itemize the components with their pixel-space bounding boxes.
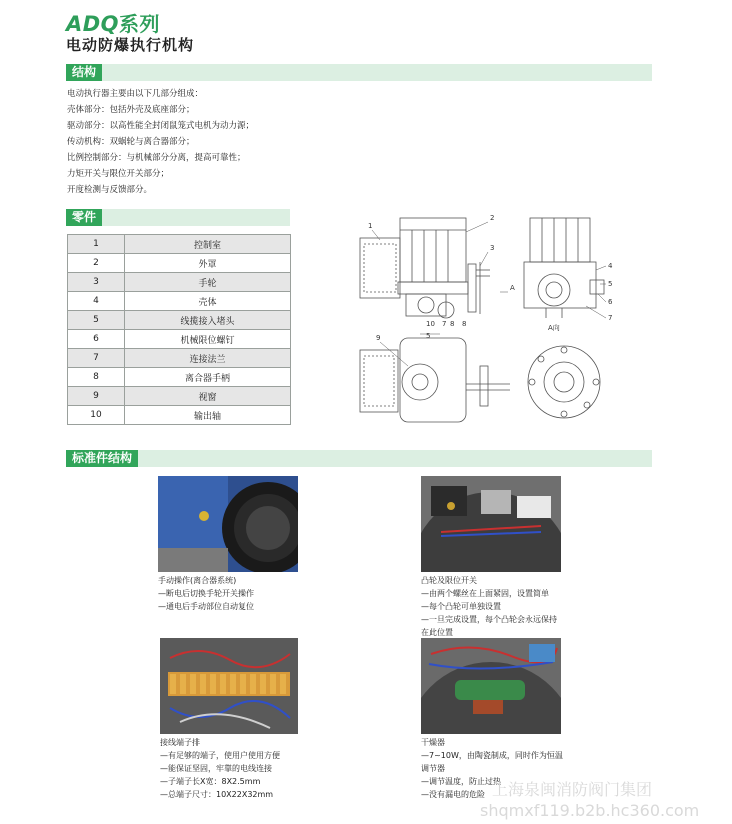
callout-3: 3 — [490, 244, 495, 252]
std-item-bullet: —每个凸轮可单独设置 — [421, 602, 501, 611]
part-name: 线揽接入堵头 — [125, 311, 291, 330]
callout-9: 9 — [376, 334, 381, 342]
std-item-3 — [160, 736, 280, 801]
std-item-1 — [158, 574, 254, 613]
structure-line: 开度检测与反馈部分。 — [67, 185, 153, 195]
heater-photo — [421, 638, 561, 734]
callout-2: 2 — [490, 214, 495, 222]
section-tag-standard-parts: 标准件结构 — [66, 450, 138, 467]
part-name: 输出轴 — [125, 406, 291, 425]
part-number: 6 — [68, 330, 125, 349]
std-item-bullet: —子端子长X宽：8X2.5mm — [160, 777, 261, 786]
std-item-title: 凸轮及限位开关 — [421, 576, 477, 585]
flange-view — [528, 346, 600, 418]
callout-7b: 7 — [442, 320, 447, 328]
std-item-bullet: —总端子尺寸：10X22X32mm — [160, 790, 274, 799]
handwheel-clutch-photo — [158, 476, 298, 572]
std-item-bullet: —能保证坚固，牢靠的电线连接 — [160, 764, 272, 773]
table-row — [68, 406, 291, 425]
part-name: 视窗 — [125, 387, 291, 406]
part-name: 控制室 — [125, 235, 291, 254]
part-name: 外罩 — [125, 254, 291, 273]
table-row — [68, 273, 291, 292]
actuator-technical-drawing — [350, 210, 630, 442]
part-name: 壳体 — [125, 292, 291, 311]
callout-6: 6 — [608, 298, 613, 306]
section-header-parts — [66, 209, 290, 226]
part-number: 8 — [68, 368, 125, 387]
table-row — [68, 387, 291, 406]
part-number: 7 — [68, 349, 125, 368]
structure-line: 比例控制部分：与机械部分分离，提高可靠性； — [67, 153, 246, 163]
table-row — [68, 254, 291, 273]
section-header-structure — [66, 64, 652, 81]
table-row — [68, 330, 291, 349]
callout-4: 4 — [608, 262, 613, 270]
table-row — [68, 292, 291, 311]
watermark-company: 上海泉闽消防阀门集团 — [492, 780, 653, 799]
section-tag-parts: 零件 — [66, 209, 102, 226]
callout-7: 7 — [608, 314, 613, 322]
std-item-bullet: —调节温度，防止过热 — [421, 777, 501, 786]
callout-5: 5 — [608, 280, 613, 288]
watermark-url: shqmxf119.b2b.hc360.com — [480, 801, 700, 820]
structure-description — [67, 86, 254, 198]
structure-line: 电动执行器主要由以下几部分组成： — [67, 89, 204, 99]
std-item-bullet: —通电后手动部位自动复位 — [158, 602, 254, 611]
std-item-bullet: —没有漏电的危险 — [421, 790, 485, 799]
terminal-strip-photo — [160, 638, 298, 734]
structure-line: 传动机构：双蜗轮与离合器部分； — [67, 137, 195, 147]
part-number: 4 — [68, 292, 125, 311]
part-name: 手轮 — [125, 273, 291, 292]
std-item-title: 手动操作(离合器系统) — [158, 576, 237, 585]
part-number: 1 — [68, 235, 125, 254]
part-number: 2 — [68, 254, 125, 273]
section-header-standard-parts — [66, 450, 652, 467]
parts-table — [67, 234, 291, 425]
structure-line: 力矩开关与限位开关部分； — [67, 169, 170, 179]
callout-8: 8 — [450, 320, 455, 328]
callout-a-view: A向 — [548, 324, 560, 332]
part-number: 3 — [68, 273, 125, 292]
std-item-bullet: —断电后切换手轮开关操作 — [158, 589, 254, 598]
callout-8b: 8 — [462, 320, 467, 328]
part-name: 连接法兰 — [125, 349, 291, 368]
table-row — [68, 368, 291, 387]
callout-1: 1 — [368, 222, 373, 230]
std-item-2 — [421, 574, 557, 639]
table-row — [68, 235, 291, 254]
std-item-bullet: —7~10W，由陶瓷制成，同时作为恒温 — [421, 751, 563, 760]
table-row — [68, 311, 291, 330]
front-view — [524, 218, 604, 318]
part-number: 5 — [68, 311, 125, 330]
series-word: 系列 — [119, 12, 161, 36]
part-number: 10 — [68, 406, 125, 425]
callout-labels — [368, 214, 613, 342]
std-item-bullet: —有足够的端子，使用户使用方便 — [160, 751, 280, 760]
part-name: 机械限位螺钉 — [125, 330, 291, 349]
std-item-title: 干燥器 — [421, 738, 445, 747]
table-row — [68, 349, 291, 368]
std-item-title: 接线端子排 — [160, 738, 200, 747]
part-name: 离合器手柄 — [125, 368, 291, 387]
model-name: ADQ — [66, 12, 120, 36]
section-tag-structure: 结构 — [66, 64, 102, 81]
std-item-bullet: —一旦完成设置，每个凸轮会永远保持 — [421, 615, 557, 624]
std-item-bullet: —由两个螺丝在上面紧固，设置简单 — [421, 589, 549, 598]
callout-a: A — [510, 284, 515, 292]
cam-limit-switch-photo — [421, 476, 561, 572]
part-number: 9 — [68, 387, 125, 406]
page-subtitle: 电动防爆执行机构 — [66, 36, 195, 54]
page-title — [66, 8, 160, 37]
structure-line: 壳体部分：包括外壳及底座部分； — [67, 105, 195, 115]
callout-5b: 5 — [426, 332, 431, 340]
callout-10: 10 — [426, 320, 435, 328]
std-item-bullet: 在此位置 — [421, 628, 453, 637]
structure-line: 驱动部分：以高性能全封闭鼠笼式电机为动力源； — [67, 121, 255, 131]
top-view — [360, 338, 510, 422]
std-item-bullet: 调节器 — [421, 764, 445, 773]
side-view — [360, 218, 490, 318]
